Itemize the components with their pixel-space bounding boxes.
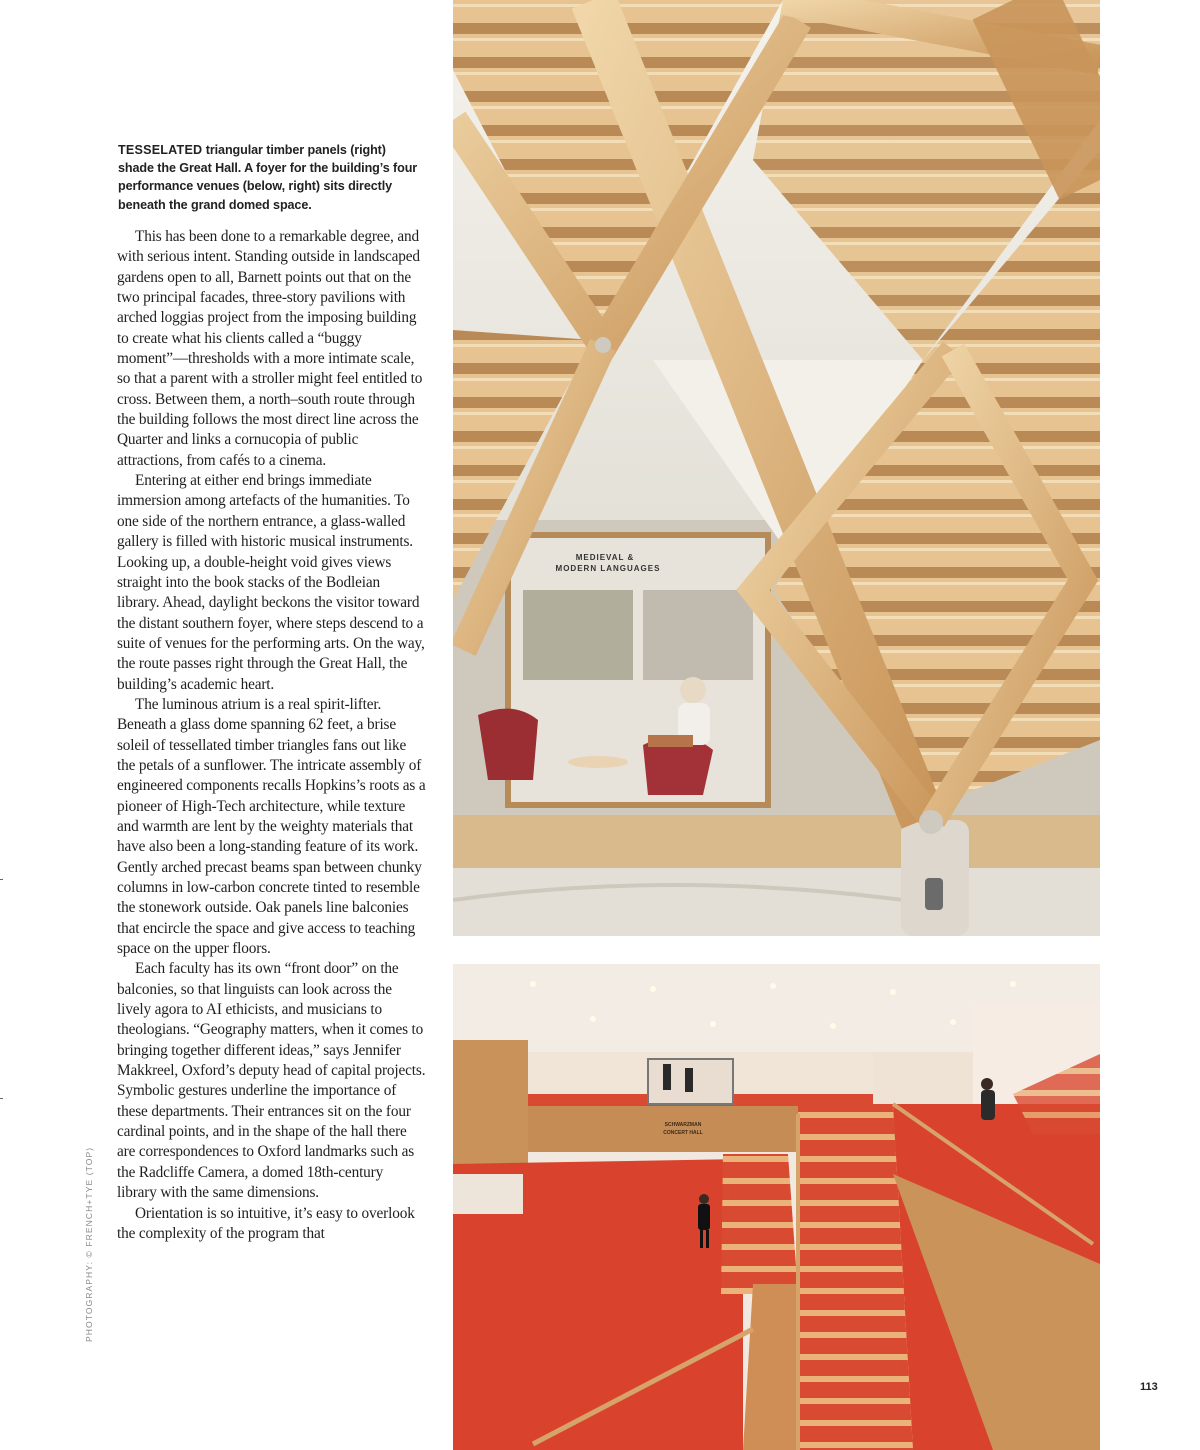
hall-sign-line-2: CONCERT HALL xyxy=(663,1130,703,1136)
photo-credit: PHOTOGRAPHY: © FRENCH+TYE (TOP) xyxy=(84,1146,94,1342)
body-paragraph: Orientation is so intuitive, it’s easy to overlook the complexity of the program that xyxy=(117,1204,415,1242)
foyer-photo xyxy=(453,964,1100,1450)
body-paragraph: Entering at either end brings immediate immersion among artefacts of the humanities. To one side of the northern entrance, a glass-walled gallery is filled with historic musical instruments. Looking up, a double-height void gives views straight into the book stacks of the Bodleian library. Ahead, daylight beckons the visitor toward the distant southern foyer, where steps descend to a suite of venues for the performing arts. On the way, the route passes right through the Great Hall, the building’s academic heart. xyxy=(117,472,425,693)
caption-lead: TESSELATED xyxy=(118,143,203,157)
margin-tick xyxy=(0,1098,3,1099)
page-number: 113 xyxy=(1140,1381,1158,1393)
body-paragraph: Each faculty has its own “front door” on the balconies, so that linguists can look across the lively agora to AI ethicists, and musicians to theologians. “Geography matters, when it comes to bringing together different ideas,” says Jennifer Makkreel, Oxford’s deputy head of capital projects. Symbolic gestures underline the importance of these departments. Their entrances sit on the four cardinal points, and in the shape of the hall there are correspondences to Oxford landmarks such as the Radcliffe Camera, a domed 18th-century library with the same dimensions. xyxy=(117,960,426,1202)
article-body xyxy=(117,227,426,1244)
body-paragraph: The luminous atrium is a real spirit-lifter. Beneath a glass dome spanning 62 feet, a brise soleil of tessellated timber triangles fans out like the petals of a sunflower. The intricate assembly of engineered components recalls Hopkins’s roots as a pioneer of High-Tech architecture, while texture and warmth are lent by the weighty materials that have also been a long-standing feature of its work. Gently arched precast beams span between chunky columns in low-carbon concrete tinted to resemble the stonework outside. Oak panels line balconies that encircle the space and give access to teaching space on the upper floors. xyxy=(117,695,426,958)
great-hall-photo xyxy=(453,0,1100,936)
great-hall-illustration xyxy=(453,0,1100,936)
hall-sign-line-1: SCHWARZMAN xyxy=(664,1122,702,1128)
photo-caption xyxy=(118,141,418,214)
margin-tick xyxy=(0,879,3,880)
sign-line-1: MEDIEVAL & xyxy=(575,553,635,562)
caption-text: triangular timber panels (right) shade the Great Hall. A foyer for the building’s four performance venues (below, right) sits directly beneath the grand domed space. xyxy=(118,143,418,212)
sign-line-2: MODERN LANGUAGES xyxy=(555,564,661,573)
body-paragraph: This has been done to a remarkable degree, and with serious intent. Standing outside in landscaped gardens open to all, Barnett points out that on the two principal facades, three-story pavilions with arched loggias project from the imposing building to create what his clients called a “buggy moment”—thresholds with a more intimate scale, so that a parent with a stroller might feel entitled to cross. Between them, a north–south route through the building follows the most direct line across the Quarter and links a cornucopia of public attractions, from cafés to a cinema. xyxy=(117,228,423,469)
foyer-illustration xyxy=(453,964,1100,1450)
